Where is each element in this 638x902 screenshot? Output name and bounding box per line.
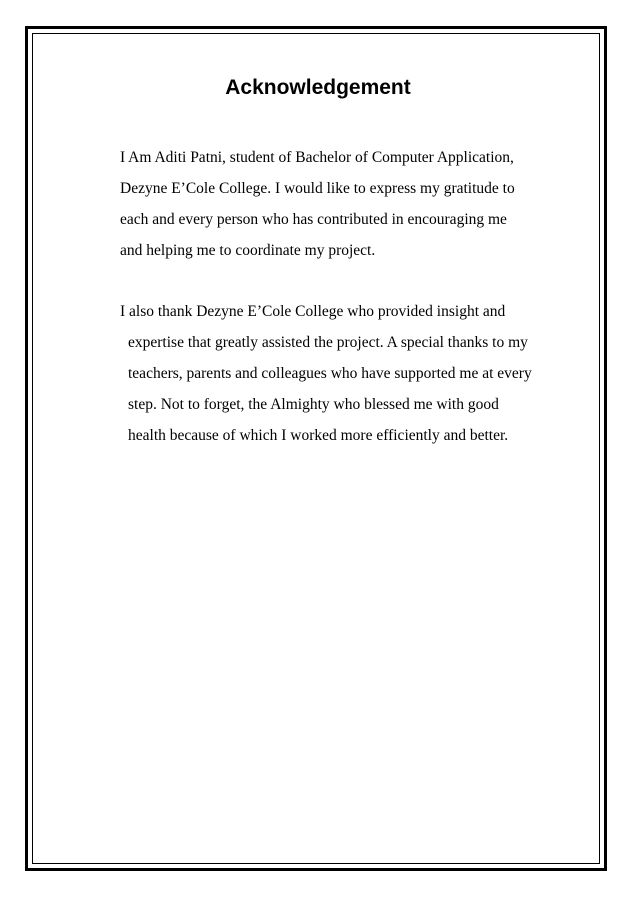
page-title: Acknowledgement xyxy=(225,76,411,99)
paragraph-2-line-1: I also thank Dezyne E’Cole College who provided insight and xyxy=(120,303,506,320)
paragraph-2-line-5: health because of which I worked more efficiently and better. xyxy=(128,427,509,444)
paragraph-2-line-4: step. Not to forget, the Almighty who blessed me with good xyxy=(128,396,499,413)
paragraph-1-line-3: each and every person who has contributed in encouraging me xyxy=(120,211,507,228)
paragraph-1-line-4: and helping me to coordinate my project. xyxy=(120,242,376,259)
paragraph-1-line-2: Dezyne E’Cole College. I would like to express my gratitude to xyxy=(120,180,515,197)
paragraph-2-line-3: teachers, parents and colleagues who have supported me at every xyxy=(128,365,532,382)
paragraph-2-line-2: expertise that greatly assisted the project. A special thanks to my xyxy=(128,334,528,351)
paragraph-1-line-1: I Am Aditi Patni, student of Bachelor of Computer Application, xyxy=(120,149,514,166)
